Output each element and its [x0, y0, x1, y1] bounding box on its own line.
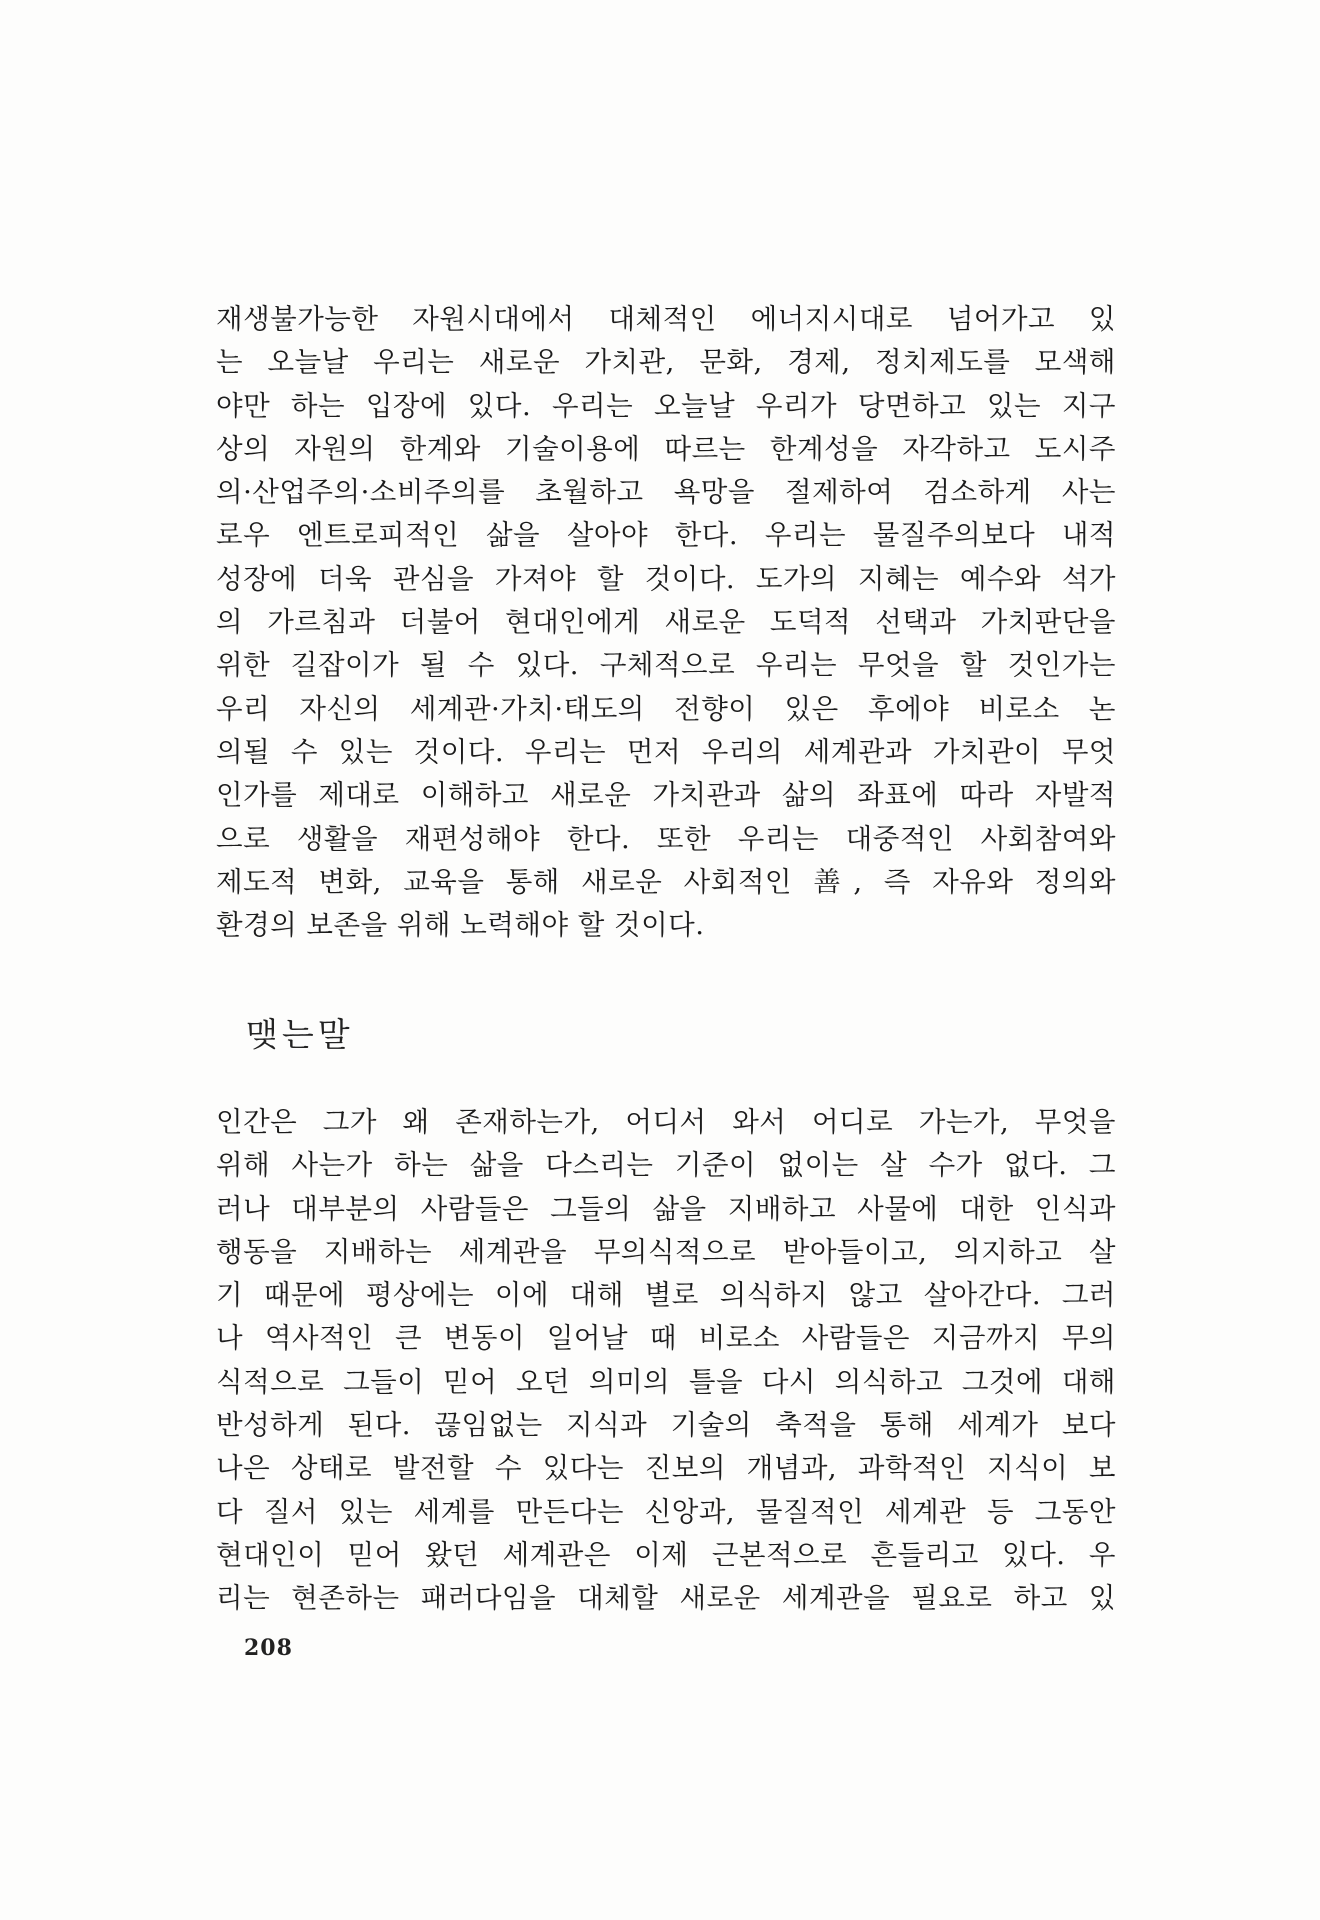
text-line: 로우 엔트로피적인 삶을 살아야 한다. 우리는 물질주의보다 내적 — [216, 519, 1116, 552]
text-line: 성장에 더욱 관심을 가져야 할 것이다. 도가의 지혜는 예수와 석가 — [216, 562, 1116, 595]
text-line: 현대인이 믿어 왔던 세계관은 이제 근본적으로 흔들리고 있다. 우 — [216, 1538, 1116, 1571]
text-line: 제도적 변화, 교육을 통해 새로운 사회적인 善, 즉 자유와 정의와 — [216, 865, 1116, 898]
text-line: 나 역사적인 큰 변동이 일어날 때 비로소 사람들은 지금까지 무의 — [216, 1322, 1116, 1355]
text-line: 리는 현존하는 패러다임을 대체할 새로운 세계관을 필요로 하고 있 — [216, 1582, 1116, 1615]
text-line: 으로 생활을 재편성해야 한다. 또한 우리는 대중적인 사회참여와 — [216, 822, 1116, 855]
text-line: 기 때문에 평상에는 이에 대해 별로 의식하지 않고 살아간다. 그러 — [216, 1279, 1116, 1312]
section-heading: 맺는말 — [246, 1015, 354, 1054]
text-line: 반성하게 된다. 끊임없는 지식과 기술의 축적을 통해 세계가 보다 — [216, 1409, 1116, 1442]
text-line: 식적으로 그들이 믿어 오던 의미의 틀을 다시 의식하고 그것에 대해 — [216, 1365, 1116, 1398]
body-paragraph-1 — [216, 298, 1116, 947]
text-line: 의·산업주의·소비주의를 초월하고 욕망을 절제하여 검소하게 사는 — [216, 476, 1116, 509]
text-line: 우리 자신의 세계관·가치·태도의 전향이 있은 후에야 비로소 논 — [216, 692, 1116, 725]
text-line: 인가를 제대로 이해하고 새로운 가치관과 삶의 좌표에 따라 자발적 — [216, 779, 1116, 812]
text-line: 재생불가능한 자원시대에서 대체적인 에너지시대로 넘어가고 있 — [216, 303, 1116, 335]
text-line: 환경의 보존을 위해 노력해야 할 것이다. — [216, 909, 705, 942]
text-line: 의 가르침과 더불어 현대인에게 새로운 도덕적 선택과 가치판단을 — [216, 606, 1116, 639]
text-line: 는 오늘날 우리는 새로운 가치관, 문화, 경제, 정치제도를 모색해 — [216, 346, 1116, 379]
text-line: 행동을 지배하는 세계관을 무의식적으로 받아들이고, 의지하고 살 — [216, 1235, 1116, 1268]
text-line: 위해 사는가 하는 삶을 다스리는 기준이 없이는 살 수가 없다. 그 — [216, 1149, 1116, 1182]
text-line: 러나 대부분의 사람들은 그들의 삶을 지배하고 사물에 대한 인식과 — [216, 1192, 1116, 1225]
text-line: 인간은 그가 왜 존재하는가, 어디서 와서 어디로 가는가, 무엇을 — [216, 1106, 1116, 1138]
body-paragraph-2 — [216, 1101, 1116, 1621]
text-line: 위한 길잡이가 될 수 있다. 구체적으로 우리는 무엇을 할 것인가는 — [216, 649, 1116, 682]
page-number: 208 — [244, 1635, 293, 1661]
text-line: 상의 자원의 한계와 기술이용에 따르는 한계성을 자각하고 도시주 — [216, 432, 1116, 465]
text-line: 의될 수 있는 것이다. 우리는 먼저 우리의 세계관과 가치관이 무엇 — [216, 735, 1116, 768]
text-line: 다 질서 있는 세계를 만든다는 신앙과, 물질적인 세계관 등 그동안 — [216, 1495, 1116, 1528]
text-line: 나은 상태로 발전할 수 있다는 진보의 개념과, 과학적인 지식이 보 — [216, 1452, 1116, 1485]
text-line: 야만 하는 입장에 있다. 우리는 오늘날 우리가 당면하고 있는 지구 — [216, 389, 1116, 422]
